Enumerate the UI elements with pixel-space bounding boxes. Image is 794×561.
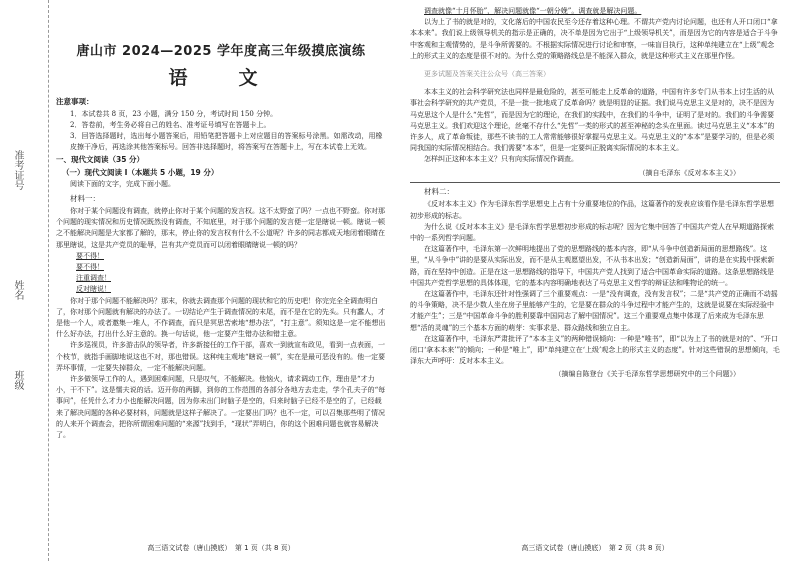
page-footer: 高三语文试卷（唐山摸底） 第 2 页（共 8 页） <box>521 544 669 552</box>
note-item: 3．回答选择题时，选出每小题答案后，用铅笔把答题卡上对应题目的答案标号涂黑。如需改动，用橡皮擦干净后，再选涂其他答案标号。回答非选择题时，将答案写在答题卡上，写在本试卷上无效。 <box>70 131 383 152</box>
instruction-text: 阅读下面的文字，完成下面小题。 <box>70 180 175 189</box>
section-heading: 一、现代文阅读（35 分） <box>56 155 145 165</box>
exam-page-1 <box>56 0 386 561</box>
paragraph: 许多巡视员，许多游击队的领导者，许多新接任的工作干部，喜欢一到就宣布政见，看到一点表面，一个枝节，就指手画脚地说这也不对，那也错误。这种纯主观地“瞎说一顿”，实在是最可恶没有的。他一定要弄坏事情，一定要失掉群众，一定不能解决问题。 <box>56 341 386 372</box>
source-citation: （摘自毛泽东《反对本本主义》） <box>638 168 740 177</box>
material-1-label: 材料一： <box>70 193 100 203</box>
paragraph: 在这篇著作中，毛泽东严肃批评了“本本主义”的两种错误倾向：一种是“唯书”，即“以为上了书的就是对的”、“开口闭口‘拿本本来’”的倾向；一种是“唯上”，即“单纯建立在‘上级’观念上的形式主义的态度”。针对这些错误的思想倾向，毛泽东大声呼吁：反对本本主义。 <box>410 334 780 366</box>
note-item: 2．答卷前，考生务必将自己的姓名、准考证号填写在答题卡上。 <box>70 120 271 129</box>
binding-margin <box>0 0 49 561</box>
source-citation: （摘编自陈登台《关于毛泽东哲学思想研究中的三个问题》） <box>554 370 740 379</box>
paragraph: 以为上了书的就是对的，文化落后的中国农民至今还存着这种心理。不谓共产党内讨论问题，也还有人开口闭口“拿本本来”。我们说上级领导机关的指示是正确的，决不单是因为它出于“上级领导机关”，而是因为它的内容是适合于斗争中客观和主观情势的，是斗争所需要的。不根据实际情况进行讨论和审察，一味盲目执行，这种单纯建立在“上级”观念上的形式主义的态度是很不对的。为什么党的策略路线总是不能深入群众，就是这种形式主义在那里作怪。 <box>410 18 778 60</box>
paragraph: 你对于某个问题没有调查，就停止你对于某个问题的发言权。这不太野蛮了吗？一点也不野蛮。你对那个问题的现实情况和历史情况既然没有调查，不知底里，对于那个问题的发言便一定是瞎说一顿。瞎说一顿之不能解决问题是大家都了解的，那末，停止你的发言权有什么不公道呢？许多的同志都成天地闭着眼睛在那里瞎说，这是共产党员的耻辱，岂有共产党员而可以闭着眼睛瞎说一顿的吗？ <box>56 207 385 249</box>
paragraph: 许多做领导工作的人，遇到困难问题，只是叹气，不能解决。他恼火，请求调动工作，理由是“才力小，干不下”。这是懦夫说的话。迈开你的两脚，到你的工作范围的各部分各地方去走走，学个孔夫子的“每事问”，任凭什么才力小也能解决问题，因为你未出门时脑子是空的，归来时脑子已经不是空的了，已经载来了解决问题的各种必要材料，问题就是这样子解决了。一定要出门吗？也不一定，可以召集那些明了情况的人来开个调查会，把你所谓困难问题的“来源”找到手，“现状”弄明白，你的这个困难问题也就容易解决了。 <box>56 375 386 440</box>
subject-title: 语 文 <box>168 67 274 89</box>
paragraph: 为什么说《反对本本主义》是毛泽东哲学思想初步形成的标志呢？因为它集中回答了中国共产党人在早期道路探索中的一系列哲学问题。 <box>410 222 774 242</box>
paragraph: 调查就像“十月怀胎”，解决问题就像“一朝分娩”。调查就是解决问题。 <box>424 7 642 15</box>
slogan: 反对瞎说！ <box>76 285 111 294</box>
margin-label-name: 姓名 <box>12 280 23 300</box>
paragraph: 你对于那个问题不能解决吗？那末，你就去调查那个问题的现状和它的历史吧！你完完全全调查明白了，你对那个问题就有解决的办法了。一切结论产生于调查情况的末尾，而不是在它的先头。只有蠢人，才是他一个人，或者邀集一堆人，不作调查，而只是冥思苦索地“想办法”，“打主意”。须知这是一定不能想出什么好办法，打出什么好主意的。换一句话说，他一定要产生错办法和错主意。 <box>56 296 386 339</box>
paragraph: 本本主义的社会科学研究法也同样是最危险的，甚至可能走上反革命的道路，中国有许多专门从书本上讨生活的从事社会科学研究的共产党员，不是一批一批地成了反革命吗？就是明显的证据。我们说马克思主义是对的，决不是因为马克思这个人是什么“先哲”，而是因为它的理论，在我们的实践中，在我们的斗争中，证明了是对的。我们的斗争需要马克思主义。我们欢迎这个理论，丝毫不存什么“先哲”一类的形式的甚至神秘的念头在里面。读过马克思主义“本本”的许多人，成了革命叛徒，那些不读书的工人常常能够很好掌握马克思主义。马克思主义的“本本”是要学习的，但是必须同我国的实际情况相结合。我们需要“本本”，但是一定要纠正脱离实际情况的本本主义。 <box>410 88 775 153</box>
slogan: 要不得！ <box>76 251 104 260</box>
watermark-text: 更多试题及答案关注公众号（高三答案） <box>424 70 550 79</box>
paragraph: 怎样纠正这种本本主义？只有向实际情况作调查。 <box>424 155 578 164</box>
paragraph: 在这篇著作中，毛泽东第一次鲜明地提出了党的思想路线的基本内容，即“从斗争中创造新局面的思想路线”。这里，“从斗争中”讲的是要从实际出发，而不是从主观愿望出发，不从书本出发；“创造新局面”，讲的是在实践中探索新路，而在坚持中创造。正是在这一思想路线的指导下，中国共产党人找到了适合中国革命实际的道路。这条思想路线是中国共产党哲学思想的具体体现，它的基本内容明确地表达了马克思主义哲学的辩证法和唯物论的统一。 <box>410 245 775 287</box>
notes-heading: 注意事项： <box>56 97 94 106</box>
note-item: 1．本试卷共 8 页，23 小题，满分 150 分，考试时间 150 分钟。 <box>70 109 278 118</box>
page-footer: 高三语文试卷（唐山摸底） 第 1 页（共 8 页） <box>147 544 295 552</box>
divider <box>410 182 780 183</box>
margin-label-class: 班级 <box>12 370 23 390</box>
margin-label-exam-id: 准考证号 <box>12 150 23 190</box>
paragraph: 在这篇著作中，毛泽东还针对性强调了三个重要观点：一是“没有调查，没有发言权”；二是“共产党的正确而不动摇的斗争策略，决不是少数人坐在房子里能够产生的，它是要在群众的斗争过程中才能产生的，这就是说要在实际经验中才能产生”；三是“中国革命斗争的胜利要靠中国同志了解中国情况”。这三个重要观点集中体现了后来成为毛泽东思想“活的灵魂”的三个基本方面的萌芽：实事求是、群众路线和独立自主。 <box>410 289 778 332</box>
slogan: 注重调查！ <box>76 274 111 283</box>
paragraph: 《反对本本主义》作为毛泽东哲学思想史上占有十分重要地位的作品，这篇著作的发表应该看作是毛泽东哲学思想初步形成的标志。 <box>410 200 774 220</box>
exam-title: 唐山市 2024—2025 学年度高三年级摸底演练 <box>76 44 366 59</box>
material-2-label: 材料二： <box>424 186 454 196</box>
slogan: 要不得！ <box>76 263 104 272</box>
exam-page-2 <box>410 0 780 561</box>
subsection-heading: （一）现代文阅读 I（本题共 5 小题，19 分） <box>62 167 219 177</box>
